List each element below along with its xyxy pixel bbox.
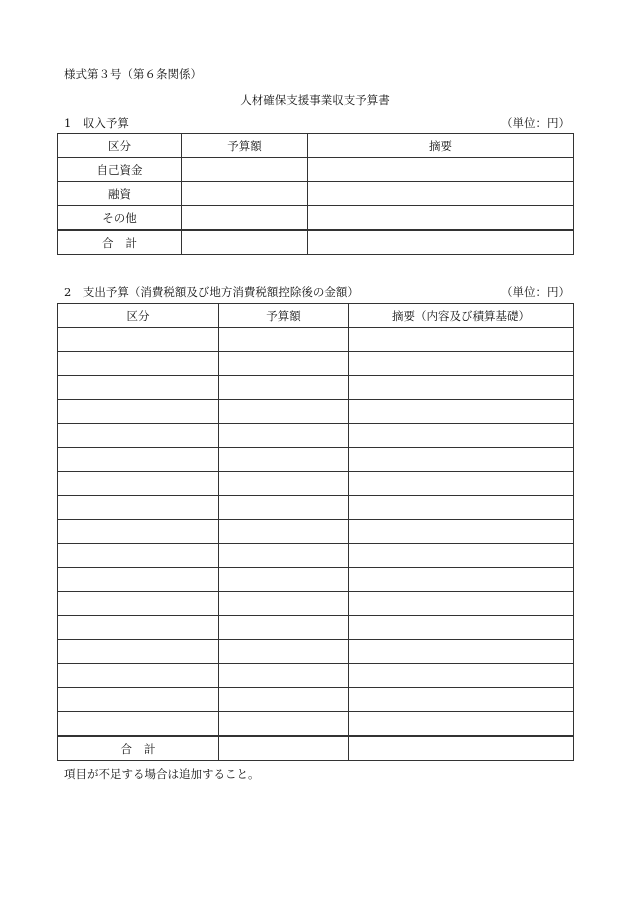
expense-remarks-cell[interactable]	[349, 496, 574, 520]
expense-category-cell[interactable]	[58, 520, 219, 544]
expense-row	[58, 448, 574, 472]
income-remarks-cell[interactable]	[308, 158, 574, 182]
expense-category-cell[interactable]	[58, 496, 219, 520]
expense-budget-cell[interactable]	[219, 400, 349, 424]
income-total-label: 合計	[58, 230, 182, 255]
col-header-category: 区分	[58, 134, 182, 158]
expense-category-cell[interactable]	[58, 376, 219, 400]
expense-budget-cell[interactable]	[219, 376, 349, 400]
expense-row	[58, 472, 574, 496]
expense-remarks-cell[interactable]	[349, 592, 574, 616]
income-row	[58, 182, 574, 206]
expense-budget-cell[interactable]	[219, 712, 349, 737]
expense-row	[58, 664, 574, 688]
form-label: 様式第３号（第６条関係）	[64, 67, 202, 81]
document-title: 人材確保支援事業収支予算書	[240, 93, 390, 107]
income-budget-cell[interactable]	[182, 206, 308, 231]
col-header-budget: 予算額	[219, 304, 349, 328]
expense-total-budget-cell[interactable]	[219, 736, 349, 761]
income-table	[57, 133, 574, 255]
expense-row	[58, 640, 574, 664]
expense-budget-cell[interactable]	[219, 616, 349, 640]
expense-remarks-cell[interactable]	[349, 424, 574, 448]
expense-budget-cell[interactable]	[219, 592, 349, 616]
expense-remarks-cell[interactable]	[349, 712, 574, 737]
expense-remarks-cell[interactable]	[349, 616, 574, 640]
expense-heading: 2 支出予算（消費税額及び地方消費税額控除後の金額）	[64, 285, 359, 299]
expense-remarks-cell[interactable]	[349, 400, 574, 424]
col-header-remarks: 摘要	[308, 134, 574, 158]
expense-row	[58, 568, 574, 592]
expense-budget-cell[interactable]	[219, 568, 349, 592]
expense-row	[58, 328, 574, 352]
income-total-remarks-cell[interactable]	[308, 230, 574, 255]
expense-remarks-cell[interactable]	[349, 520, 574, 544]
expense-row	[58, 400, 574, 424]
expense-remarks-cell[interactable]	[349, 472, 574, 496]
expense-category-cell[interactable]	[58, 352, 219, 376]
expense-category-cell[interactable]	[58, 592, 219, 616]
expense-row	[58, 424, 574, 448]
expense-header-row	[58, 304, 574, 328]
expense-category-cell[interactable]	[58, 568, 219, 592]
expense-row	[58, 352, 574, 376]
expense-remarks-cell[interactable]	[349, 352, 574, 376]
expense-row	[58, 592, 574, 616]
expense-category-cell[interactable]	[58, 448, 219, 472]
expense-category-cell[interactable]	[58, 424, 219, 448]
col-header-category: 区分	[58, 304, 219, 328]
income-row	[58, 206, 574, 231]
expense-remarks-cell[interactable]	[349, 568, 574, 592]
income-header-row	[58, 134, 574, 158]
expense-remarks-cell[interactable]	[349, 640, 574, 664]
expense-total-remarks-cell[interactable]	[349, 736, 574, 761]
expense-budget-cell[interactable]	[219, 496, 349, 520]
col-header-remarks: 摘要（内容及び積算基礎）	[349, 304, 574, 328]
expense-category-cell[interactable]	[58, 544, 219, 568]
income-total-budget-cell[interactable]	[182, 230, 308, 255]
footnote: 項目が不足する場合は追加すること。	[64, 767, 260, 781]
expense-category-cell[interactable]	[58, 712, 219, 737]
expense-budget-cell[interactable]	[219, 424, 349, 448]
expense-table	[57, 303, 574, 761]
expense-category-cell[interactable]	[58, 616, 219, 640]
income-budget-cell[interactable]	[182, 158, 308, 182]
expense-row	[58, 376, 574, 400]
income-category: その他	[58, 206, 182, 231]
expense-row	[58, 712, 574, 737]
expense-unit: （単位：円）	[501, 285, 570, 299]
expense-total-label: 合計	[58, 736, 219, 761]
income-unit: （単位：円）	[501, 116, 570, 130]
income-category: 自己資金	[58, 158, 182, 182]
income-remarks-cell[interactable]	[308, 206, 574, 231]
expense-budget-cell[interactable]	[219, 352, 349, 376]
expense-remarks-cell[interactable]	[349, 448, 574, 472]
expense-remarks-cell[interactable]	[349, 688, 574, 712]
income-remarks-cell[interactable]	[308, 182, 574, 206]
expense-category-cell[interactable]	[58, 400, 219, 424]
expense-row	[58, 544, 574, 568]
expense-remarks-cell[interactable]	[349, 376, 574, 400]
expense-category-cell[interactable]	[58, 328, 219, 352]
expense-remarks-cell[interactable]	[349, 544, 574, 568]
expense-row	[58, 520, 574, 544]
income-total-row	[58, 230, 574, 255]
income-row	[58, 158, 574, 182]
expense-budget-cell[interactable]	[219, 664, 349, 688]
expense-category-cell[interactable]	[58, 640, 219, 664]
expense-row	[58, 688, 574, 712]
expense-budget-cell[interactable]	[219, 640, 349, 664]
expense-budget-cell[interactable]	[219, 544, 349, 568]
expense-category-cell[interactable]	[58, 688, 219, 712]
expense-budget-cell[interactable]	[219, 448, 349, 472]
income-category: 融資	[58, 182, 182, 206]
expense-category-cell[interactable]	[58, 664, 219, 688]
income-budget-cell[interactable]	[182, 182, 308, 206]
income-heading: 1 収入予算	[64, 116, 129, 130]
expense-total-row	[58, 736, 574, 761]
expense-row	[58, 616, 574, 640]
expense-category-cell[interactable]	[58, 472, 219, 496]
expense-remarks-cell[interactable]	[349, 664, 574, 688]
expense-budget-cell[interactable]	[219, 520, 349, 544]
expense-budget-cell[interactable]	[219, 688, 349, 712]
col-header-budget: 予算額	[182, 134, 308, 158]
expense-remarks-cell[interactable]	[349, 328, 574, 352]
expense-row	[58, 496, 574, 520]
expense-budget-cell[interactable]	[219, 328, 349, 352]
expense-budget-cell[interactable]	[219, 472, 349, 496]
